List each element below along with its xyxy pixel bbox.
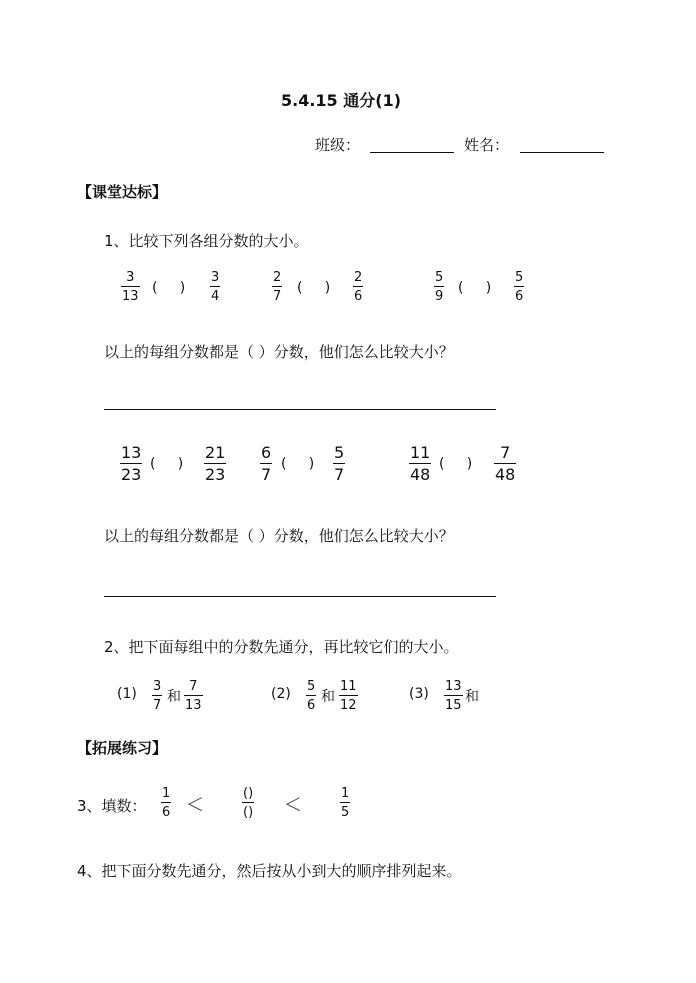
and-label: 和 (321, 689, 335, 705)
numerator: 5 (307, 679, 316, 694)
section-heading-classwork: 【课堂达标】 (77, 183, 168, 201)
fraction (340, 787, 350, 819)
q1-question-like-denominators: 以上的每组分数都是（ ）分数，他们怎么比较大小？ (104, 527, 454, 545)
fraction (514, 271, 524, 303)
denominator: 7 (152, 695, 162, 712)
denominator: 13 (121, 286, 140, 303)
numerator: 3 (126, 270, 135, 285)
denominator: 12 (339, 695, 358, 712)
numerator: 5 (515, 270, 524, 285)
numerator: 3 (153, 679, 162, 694)
answer-blank[interactable]: ( ) (439, 456, 473, 472)
class-blank[interactable] (370, 152, 454, 153)
denominator: 48 (410, 465, 431, 484)
fraction (260, 445, 272, 483)
numerator: 5 (334, 443, 345, 462)
numerator: 11 (340, 679, 357, 694)
denominator: 23 (121, 465, 142, 484)
numerator: 5 (435, 270, 444, 285)
q2-instruction: 2、把下面每组中的分数先通分，再比较它们的大小。 (104, 638, 459, 656)
q4-instruction: 4、把下面分数先通分，然后按从小到大的顺序排列起来。 (77, 862, 462, 880)
numerator: 6 (261, 443, 272, 462)
numerator-blank[interactable]: () (243, 786, 254, 801)
fraction (204, 445, 226, 483)
item-label: (2) (271, 686, 291, 702)
fraction (434, 271, 444, 303)
fraction (494, 445, 516, 483)
fraction (121, 271, 140, 303)
fraction (272, 271, 282, 303)
denominator: 6 (306, 695, 316, 712)
numerator: 7 (500, 443, 511, 462)
denominator: 6 (514, 286, 524, 303)
numerator: 13 (445, 679, 462, 694)
page-title: 5.4.15 通分(1) (281, 91, 402, 110)
denominator: 23 (205, 465, 226, 484)
denominator: 4 (210, 286, 220, 303)
fraction (409, 445, 431, 483)
q1-question-like-fractions: 以上的每组分数都是（ ）分数，他们怎么比较大小？ (104, 343, 454, 361)
numerator: 21 (205, 443, 226, 462)
answer-line[interactable] (104, 409, 496, 410)
and-label: 和 (465, 689, 479, 705)
name-blank[interactable] (520, 152, 604, 153)
class-label: 班级： (315, 136, 361, 154)
fraction (210, 271, 220, 303)
answer-blank[interactable]: ( ) (150, 456, 184, 472)
fraction (333, 445, 345, 483)
less-than-symbol: ＜ (186, 795, 204, 816)
answer-blank[interactable]: ( ) (297, 280, 331, 296)
fraction (184, 680, 203, 712)
and-label: 和 (167, 689, 181, 705)
answer-line[interactable] (104, 596, 496, 597)
answer-blank[interactable]: ( ) (281, 456, 315, 472)
fraction (444, 680, 463, 712)
denominator: 6 (161, 802, 171, 819)
answer-blank[interactable]: ( ) (152, 280, 186, 296)
numerator: 11 (410, 443, 431, 462)
fraction (306, 680, 316, 712)
denominator: 7 (261, 465, 272, 484)
section-heading-extension: 【拓展练习】 (77, 739, 168, 757)
denominator-blank[interactable]: () (242, 802, 254, 819)
denominator: 7 (272, 286, 282, 303)
numerator: 2 (354, 270, 363, 285)
fraction (339, 680, 358, 712)
denominator: 7 (334, 465, 345, 484)
q3-label: 3、填数： (77, 797, 147, 815)
less-than-symbol: ＜ (284, 795, 302, 816)
item-label: (3) (409, 686, 429, 702)
fraction (152, 680, 162, 712)
numerator: 13 (121, 443, 142, 462)
item-label: (1) (117, 686, 137, 702)
fraction (120, 445, 142, 483)
fraction (161, 787, 171, 819)
denominator: 6 (353, 286, 363, 303)
fraction (353, 271, 363, 303)
numerator: 2 (273, 270, 282, 285)
numerator: 1 (341, 786, 350, 801)
name-label: 姓名： (464, 136, 510, 154)
q1-instruction: 1、比较下列各组分数的大小。 (104, 232, 309, 250)
numerator: 7 (189, 679, 198, 694)
denominator: 5 (340, 802, 350, 819)
denominator: 9 (434, 286, 444, 303)
answer-blank[interactable]: ( ) (458, 280, 492, 296)
denominator: 48 (495, 465, 516, 484)
numerator: 1 (162, 786, 171, 801)
denominator: 15 (444, 695, 463, 712)
denominator: 13 (184, 695, 203, 712)
fill-in-fraction[interactable] (242, 787, 254, 819)
numerator: 3 (211, 270, 220, 285)
